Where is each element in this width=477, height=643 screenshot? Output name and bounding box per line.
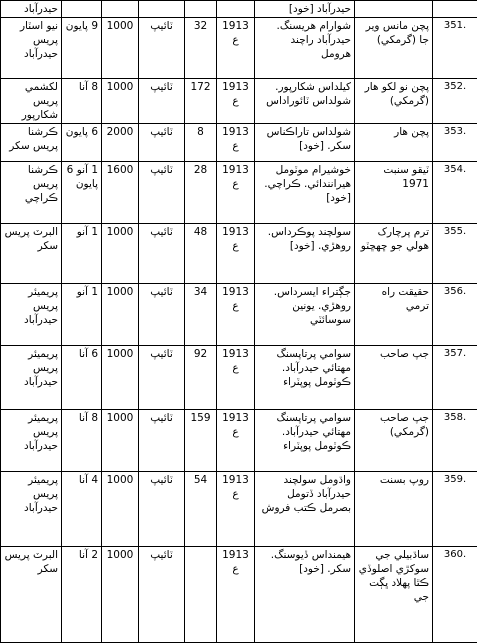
cell-price: 2 آنا [62, 547, 102, 643]
cell-printer: پريميئر پريس حيدرآباد [1, 410, 62, 472]
cell-year: 1913 ع [217, 410, 255, 472]
cell-year: 1913 ع [217, 224, 255, 284]
table-row [1, 284, 477, 346]
cell-number: 357. [433, 346, 477, 410]
cell-price: 1 آنو 6 پايون [62, 162, 102, 224]
cell-publisher: هيمنداس ڏيوسنگ. سکر. [خود] [255, 547, 355, 643]
cell-price: 8 آنا [62, 410, 102, 472]
cell-printer: پريميئر پريس حيدرآباد [1, 284, 62, 346]
cell-price: 9 پايون [62, 18, 102, 79]
table-row [1, 547, 477, 643]
cell-number: 351. [433, 18, 477, 79]
cell-year: 1913 ع [217, 162, 255, 224]
cell-type: ٽائيپ [139, 346, 185, 410]
cell-type: ٽائيپ [139, 284, 185, 346]
cell-pages [185, 547, 217, 643]
cell-pages: 32 [185, 18, 217, 79]
cell-printer: ڪرشنا پريس ڪراچي [1, 162, 62, 224]
cell-printer: نيو اسٽار پريس حيدرآباد [1, 18, 62, 79]
cell-title: پچن نو لکو هار (گرمکي) [355, 79, 433, 124]
cell-title: ساڌبيلي جي سوکڙي اصلوڏي ڪٿا پهلاد ڀڳت جي [355, 547, 433, 643]
cell-copies: 2000 [102, 124, 139, 162]
cell-title: ترم پرچارک هولي جو ڇهڇٽو [355, 224, 433, 284]
cell-number: 353. [433, 124, 477, 162]
cell-title: جپ صاحب [355, 346, 433, 410]
cell-copies: 1000 [102, 472, 139, 547]
cell-copies: 1600 [102, 162, 139, 224]
cell-price: 6 پايون [62, 124, 102, 162]
table-row [1, 224, 477, 284]
cell-price [62, 1, 102, 18]
cell-year [217, 1, 255, 18]
cell-pages: 48 [185, 224, 217, 284]
cell-pages: 159 [185, 410, 217, 472]
cell-title [355, 1, 433, 18]
cell-pages: 8 [185, 124, 217, 162]
cell-copies: 1000 [102, 224, 139, 284]
cell-type: ٽائيپ [139, 124, 185, 162]
cell-title: پچن مانس وير جا (گرمکي) [355, 18, 433, 79]
cell-price: 4 آنا [62, 472, 102, 547]
cell-type: ٽائيپ [139, 410, 185, 472]
cell-number: 352. [433, 79, 477, 124]
cell-number: 356. [433, 284, 477, 346]
cell-price: 1 آنو [62, 224, 102, 284]
table-row [1, 18, 477, 79]
table-row [1, 79, 477, 124]
cell-copies: 1000 [102, 346, 139, 410]
cell-pages: 34 [185, 284, 217, 346]
cell-title: ٽيقو سنبت 1971 [355, 162, 433, 224]
cell-pages: 28 [185, 162, 217, 224]
cell-year: 1913 ع [217, 18, 255, 79]
cell-printer: حيدرآباد [1, 1, 62, 18]
cell-printer: البرٽ پريس سکر [1, 224, 62, 284]
cell-publisher: کيلداس شکارپور. شولداس ٽائوراداس [255, 79, 355, 124]
cell-price: 6 آنا [62, 346, 102, 410]
cell-type: ٽائيپ [139, 162, 185, 224]
cell-type: ٽائيپ [139, 224, 185, 284]
cell-number: 360. [433, 547, 477, 643]
table-row [1, 162, 477, 224]
cell-copies: 1000 [102, 79, 139, 124]
cell-copies: 1000 [102, 18, 139, 79]
cell-price: 1 آنو [62, 284, 102, 346]
cell-number: 354. [433, 162, 477, 224]
cell-printer: پريميئر پريس حيدرآباد [1, 472, 62, 547]
cell-pages [185, 1, 217, 18]
table-row [1, 410, 477, 472]
table-row [1, 124, 477, 162]
cell-publisher: شولداس تاراڪناس سکر. [خود] [255, 124, 355, 162]
cell-type: ٽائيپ [139, 547, 185, 643]
cell-year: 1913 ع [217, 124, 255, 162]
cell-number [433, 1, 477, 18]
table-row [1, 346, 477, 410]
cell-publisher: سوامي پرتاپسنگ مهتائي حيدرآباد. ڪوٽومل پوپٽراء [255, 410, 355, 472]
cell-copies: 1000 [102, 410, 139, 472]
cell-year: 1913 ع [217, 472, 255, 547]
cell-number: 358. [433, 410, 477, 472]
cell-number: 359. [433, 472, 477, 547]
cell-year: 1913 ع [217, 346, 255, 410]
cell-copies: 1000 [102, 547, 139, 643]
cell-publisher: واڌومل سولچند حيدرآباد ڏتومل بصرمل ڪتب فروش [255, 472, 355, 547]
cell-type: ٽائيپ [139, 79, 185, 124]
cell-type: ٽائيپ [139, 18, 185, 79]
cell-copies [102, 1, 139, 18]
cell-year: 1913 ع [217, 284, 255, 346]
cell-publisher: شوارام هريسنگ. حيدرآباد راچند هرومل [255, 18, 355, 79]
cell-printer: پريميئر پريس حيدرآباد [1, 346, 62, 410]
cell-publisher: سوامي پرتاپسنگ مهتائي حيدرآباد. ڪوٽومل پوپٽراء [255, 346, 355, 410]
cell-number: 355. [433, 224, 477, 284]
cell-title: حقيقت راه ترمي [355, 284, 433, 346]
cell-pages: 54 [185, 472, 217, 547]
cell-printer: ڪرشنا پريس سکر [1, 124, 62, 162]
cell-title: روپ بسنت [355, 472, 433, 547]
cell-printer: لکشمي پريس شکارپور [1, 79, 62, 124]
table-row [1, 472, 477, 547]
cell-pages: 172 [185, 79, 217, 124]
cell-year: 1913 ع [217, 79, 255, 124]
table-row [1, 1, 477, 18]
cell-title: جپ صاحب (گرمکي) [355, 410, 433, 472]
cell-year: 1913 ع [217, 547, 255, 643]
cell-type [139, 1, 185, 18]
cell-printer: البرٽ پريس سکر [1, 547, 62, 643]
cell-title: پچن هار [355, 124, 433, 162]
cell-copies: 1000 [102, 284, 139, 346]
cell-publisher: جڳتراء ايسرداس. روهڙي. يونين سوسائٽي [255, 284, 355, 346]
cell-publisher: سولچند پوڪرداس. روهڙي. [خود] [255, 224, 355, 284]
cell-type: ٽائيپ [139, 472, 185, 547]
cell-publisher: حيدرآباد [خود] [255, 1, 355, 18]
cell-publisher: خوشيرام موٽومل هيرانندائي. ڪراچي. [خود] [255, 162, 355, 224]
cell-price: 8 آنا [62, 79, 102, 124]
cell-pages: 92 [185, 346, 217, 410]
